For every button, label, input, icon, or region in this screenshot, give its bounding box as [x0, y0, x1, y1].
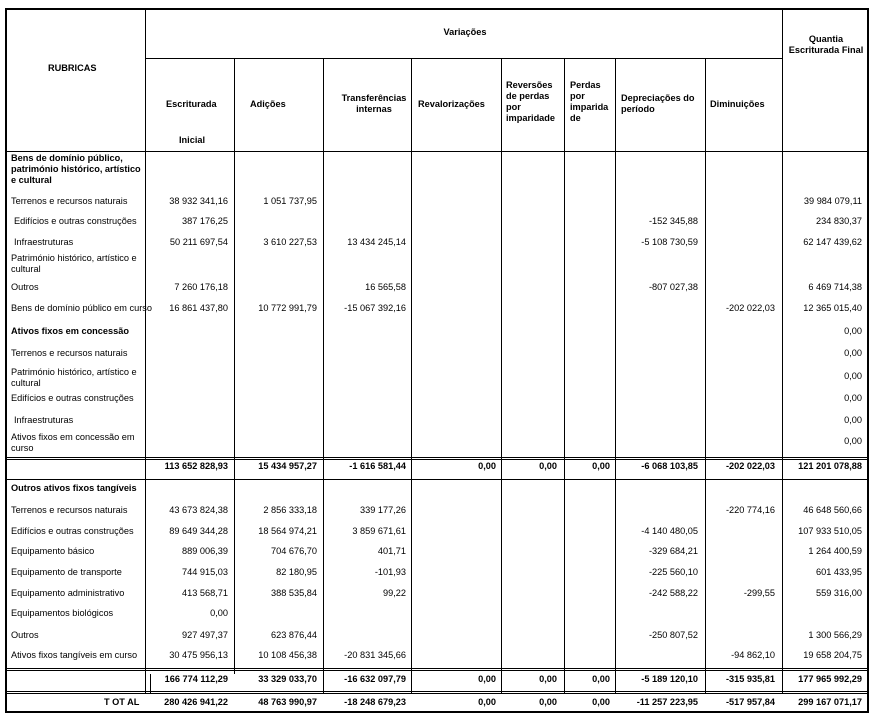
header-revalorizacoes: Revalorizações: [418, 99, 485, 109]
cell-diminuicoes: -202 022,03: [725, 461, 775, 471]
cell-perdas: 0,00: [592, 674, 610, 684]
cell-revalorizacoes: 0,00: [478, 461, 496, 471]
row-label: Ativos fixos em concessão em curso: [11, 432, 135, 453]
cell-adicoes: 2 856 333,18: [263, 505, 317, 515]
row-label: Infraestruturas: [14, 415, 74, 425]
cell-final: 0,00: [844, 326, 862, 336]
header-rubricas: RUBRICAS: [48, 63, 97, 73]
cell-depreciacoes: -225 560,10: [648, 567, 698, 577]
cell-inicial: 166 774 112,29: [164, 674, 228, 684]
row-label: Património histórico, artístico e cultural: [11, 367, 137, 388]
cell-transferencias: -101,93: [374, 567, 406, 577]
cell-final: 19 658 204,75: [803, 650, 862, 660]
header-transferencias: Transferências internas: [341, 93, 407, 114]
cell-final: 39 984 079,11: [803, 196, 862, 206]
cell-reversoes: 0,00: [539, 461, 557, 471]
row-label: Edifícios e outras construções: [14, 216, 137, 226]
cell-inicial: 280 426 941,22: [164, 697, 228, 707]
cell-transferencias: -18 248 679,23: [344, 697, 406, 707]
cell-inicial: 927 497,37: [182, 630, 228, 640]
header-escriturada: Escriturada: [166, 99, 217, 109]
cell-inicial: 387 176,25: [182, 216, 228, 226]
cell-depreciacoes: -5 108 730,59: [641, 237, 698, 247]
cell-adicoes: 623 876,44: [271, 630, 317, 640]
row-label: Equipamento básico: [11, 546, 95, 556]
cell-final: 0,00: [844, 436, 862, 446]
cell-inicial: 38 932 341,16: [169, 196, 228, 206]
cell-reversoes: 0,00: [539, 674, 557, 684]
total-label: T OT AL: [104, 697, 140, 707]
cell-inicial: 0,00: [210, 608, 228, 618]
cell-final: 121 201 078,88: [798, 461, 862, 471]
row-label: Terrenos e recursos naturais: [11, 348, 128, 358]
row-divider: [7, 693, 867, 694]
row-label: Edifícios e outras construções: [11, 526, 134, 536]
cell-inicial: 889 006,39: [182, 546, 228, 556]
cell-diminuicoes: -220 774,16: [725, 505, 775, 515]
row-divider: [7, 668, 867, 669]
header-reversoes: Reversões de perdas por imparidade: [506, 80, 556, 123]
row-divider: [7, 691, 867, 692]
cell-revalorizacoes: 0,00: [478, 674, 496, 684]
cell-final: 177 965 992,29: [798, 674, 862, 684]
row-label: Terrenos e recursos naturais: [11, 505, 128, 515]
row-label: Bens de domínio público em curso: [11, 303, 152, 313]
cell-transferencias: 339 177,26: [360, 505, 406, 515]
row-label: Ativos fixos tangíveis em curso: [11, 650, 138, 660]
cell-inicial: 50 211 697,54: [169, 237, 228, 247]
cell-depreciacoes: -250 807,52: [648, 630, 698, 640]
cell-final: 0,00: [844, 393, 862, 403]
cell-final: 107 933 510,05: [798, 526, 862, 536]
cell-final: 62 147 439,62: [803, 237, 862, 247]
cell-adicoes: 388 535,84: [271, 588, 317, 598]
cell-depreciacoes: -807 027,38: [648, 282, 698, 292]
row-label: Equipamento de transporte: [11, 567, 122, 577]
row-label: Edifícios e outras construções: [11, 393, 134, 403]
cell-final: 1 264 400,59: [808, 546, 862, 556]
header-quantia-final: Quantia Escriturada Final: [788, 34, 864, 55]
cell-transferencias: -15 067 392,16: [344, 303, 406, 313]
cell-diminuicoes: -299,55: [743, 588, 775, 598]
cell-transferencias: -16 632 097,79: [344, 674, 406, 684]
cell-final: 0,00: [844, 348, 862, 358]
cell-adicoes: 1 051 737,95: [263, 196, 317, 206]
cell-transferencias: 13 434 245,14: [347, 237, 406, 247]
cell-inicial: 16 861 437,80: [169, 303, 228, 313]
row-label: Património histórico, artístico e cultural: [11, 253, 137, 274]
col-divider: [564, 58, 565, 693]
cell-adicoes: 18 564 974,21: [258, 526, 317, 536]
cell-perdas: 0,00: [592, 461, 610, 471]
cell-transferencias: 16 565,58: [365, 282, 406, 292]
cell-revalorizacoes: 0,00: [478, 697, 496, 707]
cell-final: 6 469 714,38: [808, 282, 862, 292]
cell-depreciacoes: -242 588,22: [648, 588, 698, 598]
cell-inicial: 30 475 956,13: [169, 650, 228, 660]
cell-final: 46 648 560,66: [803, 505, 862, 515]
cell-depreciacoes: -5 189 120,10: [641, 674, 698, 684]
cell-final: 0,00: [844, 371, 862, 381]
cell-transferencias: 401,71: [377, 546, 406, 556]
col-divider: [411, 58, 412, 693]
cell-inicial: 413 568,71: [182, 588, 228, 598]
row-divider: [7, 459, 867, 460]
header-depreciacoes: Depreciações do período: [621, 93, 695, 114]
header-adicoes: Adições: [250, 99, 286, 109]
cell-diminuicoes: -517 957,84: [725, 697, 775, 707]
cell-depreciacoes: -4 140 480,05: [641, 526, 698, 536]
cell-depreciacoes: -329 684,21: [648, 546, 698, 556]
cell-adicoes: 10 108 456,38: [258, 650, 317, 660]
cell-reversoes: 0,00: [539, 697, 557, 707]
cell-transferencias: -20 831 345,66: [344, 650, 406, 660]
cell-transferencias: 99,22: [383, 588, 406, 598]
col-divider: [501, 58, 502, 693]
row-divider: [7, 151, 867, 152]
cell-adicoes: 10 772 991,79: [258, 303, 317, 313]
cell-adicoes: 15 434 957,27: [258, 461, 317, 471]
cell-depreciacoes: -152 345,88: [648, 216, 698, 226]
cell-adicoes: 82 180,95: [276, 567, 317, 577]
row-divider: [145, 58, 782, 59]
section-title-outros-ativos: Outros ativos fixos tangíveis: [11, 483, 137, 493]
row-label: Terrenos e recursos naturais: [11, 196, 128, 206]
cell-transferencias: 3 859 671,61: [352, 526, 406, 536]
cell-diminuicoes: -202 022,03: [725, 303, 775, 313]
row-label: Equipamento administrativo: [11, 588, 125, 598]
section-title-concessao: Ativos fixos em concessão: [11, 326, 129, 336]
cell-final: 559 316,00: [816, 588, 862, 598]
row-label: Equipamentos biológicos: [11, 608, 114, 618]
row-label: Outros: [11, 282, 39, 292]
cell-diminuicoes: -94 862,10: [731, 650, 775, 660]
cell-final: 0,00: [844, 415, 862, 425]
header-diminuicoes: Diminuições: [710, 99, 765, 109]
header-perdas: Perdas por imparida de: [570, 80, 609, 123]
section-title-dominio-publico: Bens de domínio público, património histórico, artístico e cultural: [11, 153, 141, 185]
row-divider: [7, 479, 867, 480]
cell-adicoes: 3 610 227,53: [263, 237, 317, 247]
cell-inicial: 113 652 828,93: [164, 461, 228, 471]
cell-final: 12 365 015,40: [803, 303, 862, 313]
cell-final: 299 167 071,17: [798, 697, 862, 707]
row-divider: [7, 670, 867, 671]
cell-final: 1 300 566,29: [808, 630, 862, 640]
cell-inicial: 43 673 824,38: [169, 505, 228, 515]
header-variacoes: Variações: [443, 27, 487, 37]
row-label: Outros: [11, 630, 39, 640]
cell-adicoes: 33 329 033,70: [258, 674, 317, 684]
cell-adicoes: 704 676,70: [271, 546, 317, 556]
cell-final: 601 433,95: [816, 567, 862, 577]
cell-final: 234 830,37: [816, 216, 862, 226]
cell-inicial: 89 649 344,28: [169, 526, 228, 536]
cell-inicial: 744 915,03: [182, 567, 228, 577]
cell-adicoes: 48 763 990,97: [258, 697, 317, 707]
cell-inicial: 7 260 176,18: [174, 282, 228, 292]
cell-transferencias: -1 616 581,44: [349, 461, 406, 471]
cell-depreciacoes: -6 068 103,85: [641, 461, 698, 471]
cell-diminuicoes: -315 935,81: [725, 674, 775, 684]
row-divider: [7, 457, 867, 458]
cell-depreciacoes: -11 257 223,95: [636, 697, 698, 707]
cell-perdas: 0,00: [592, 697, 610, 707]
row-label: Infraestruturas: [14, 237, 74, 247]
header-inicial: Inicial: [179, 135, 206, 145]
